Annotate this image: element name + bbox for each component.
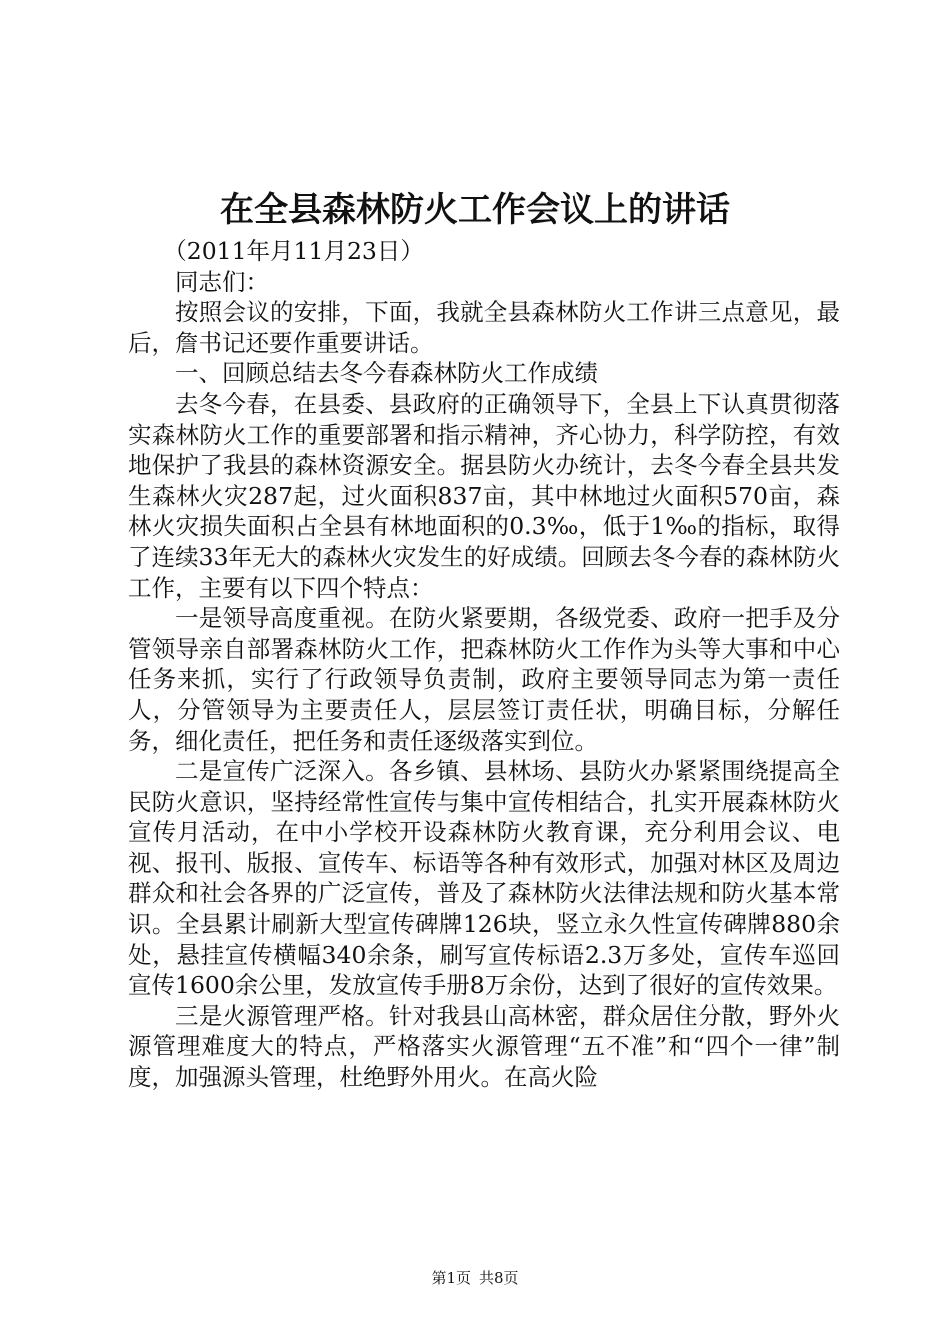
page-footer — [0, 1268, 950, 1288]
paragraph-point-2: 二是宣传广泛深入。各乡镇、县林场、县防火办紧紧围绕提高全民防火意识，坚持经常性宣传与集中宣传相结合，扎实开展森林防火宣传月活动，在中小学校开设森林防火教育课，充分利用会议、电视、报刊、版报、宣传车、标语等各种有效形式，加强对林区及周边群众和社会各界的广泛宣传，普及了森林防火法律法规和防火基本常识。全县累计刷新大型宣传碑牌126块，竖立永久性宣传碑牌880余处，悬挂宣传横幅340余条，刷写宣传标语2.3万多处，宣传车巡回宣传1600余公里，发放宣传手册8万余份，达到了很好的宣传效果。 — [128, 757, 840, 1000]
document-body — [128, 236, 840, 1093]
paragraph-point-1: 一是领导高度重视。在防火紧要期，各级党委、政府一把手及分管领导亲自部署森林防火工作，把森林防火工作作为头等大事和中心任务来抓，实行了行政领导负责制，政府主要领导同志为第一责任人，分管领导为主要责任人，层层签订责任状，明确目标，分解任务，细化责任，把任务和责任逐级落实到位。 — [128, 604, 840, 755]
section-heading-1: 一、回顾总结去冬今春森林防火工作成绩 — [175, 359, 598, 388]
total-pages: 共8页 — [479, 1269, 519, 1287]
salutation: 同志们： — [175, 267, 269, 296]
speech-date: （2011年月11月23日） — [163, 237, 424, 265]
paragraph-point-3: 三是火源管理严格。针对我县山高林密，群众居住分散，野外火源管理难度大的特点，严格落实火源管理“五不准”和“四个一律”制度，加强源头管理，杜绝野外用火。在高火险 — [128, 1001, 840, 1092]
document-title: 在全县森林防火工作会议上的讲话 — [220, 190, 730, 230]
page-number: 第1页 — [431, 1269, 471, 1287]
paragraph-intro: 按照会议的安排，下面，我就全县森林防火工作讲三点意见，最后，詹书记还要作重要讲话。 — [128, 298, 840, 357]
paragraph-review: 去冬今春，在县委、县政府的正确领导下，全县上下认真贯彻落实森林防火工作的重要部署和指示精神，齐心协力，科学防控，有效地保护了我县的森林资源安全。据县防火办统计，去冬今春全县共发生森林火灾287起，过火面积837亩，其中林地过火面积570亩，森林火灾损失面积占全县有林地面积的0.3‰，低于1‰的指标，取得了连续33年无大的森林火灾发生的好成绩。回顾去冬今春的森林防火工作，主要有以下四个特点： — [128, 389, 840, 602]
